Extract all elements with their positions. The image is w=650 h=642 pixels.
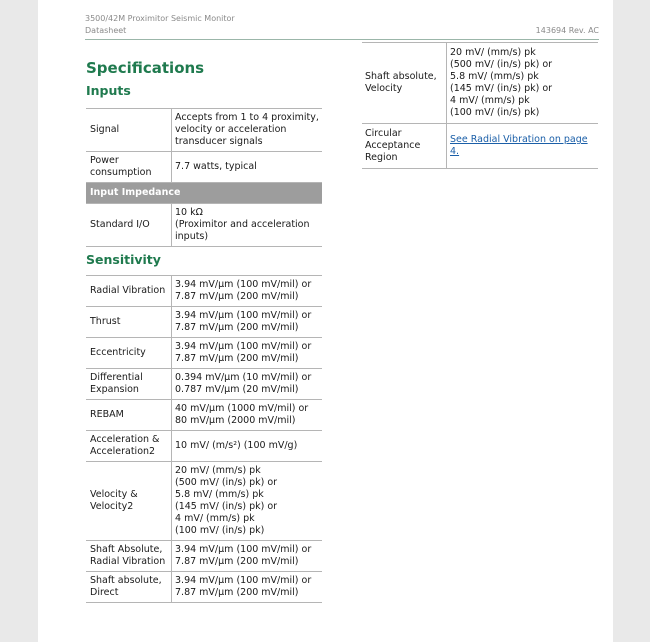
spec-label: Acceleration & Acceleration2: [86, 431, 172, 462]
inputs-table: [86, 108, 322, 247]
band-label: Input Impedance: [86, 183, 322, 204]
spec-value: Accepts from 1 to 4 proximity, velocity or acceleration transducer signals: [172, 109, 323, 152]
spec-label: Power consumption: [86, 152, 172, 183]
spec-row: [86, 276, 322, 307]
revision-label: 143694 Rev. AC: [535, 26, 599, 35]
sensitivity-table: [86, 275, 322, 603]
spec-row: [86, 204, 322, 247]
spec-label: Radial Vibration: [86, 276, 172, 307]
spec-row: [362, 124, 598, 169]
spec-value: 20 mV/ (mm/s) pk (500 mV/ (in/s) pk) or 5.8 mV/ (mm/s) pk (145 mV/ (in/s) pk) or 4 mV/ (mm/s) pk (100 mV/ (in/s) pk): [172, 462, 323, 541]
spec-label: Eccentricity: [86, 338, 172, 369]
spec-row: [362, 43, 598, 124]
spec-row: [86, 400, 322, 431]
sensitivity-table-continued: [362, 42, 598, 169]
spec-row: [86, 462, 322, 541]
spec-row: [86, 338, 322, 369]
spec-label: Shaft Absolute, Radial Vibration: [86, 541, 172, 572]
document-title: [85, 13, 235, 37]
spec-label: Velocity & Velocity2: [86, 462, 172, 541]
radial-vibration-link[interactable]: See Radial Vibration on page 4.: [450, 134, 588, 157]
spec-row: [86, 541, 322, 572]
spec-label: Standard I/O: [86, 204, 172, 247]
spec-row: [86, 431, 322, 462]
input-impedance-band: [86, 183, 322, 204]
spec-value: 3.94 mV/μm (100 mV/mil) or 7.87 mV/μm (200 mV/mil): [172, 276, 323, 307]
sensitivity-heading: Sensitivity: [86, 252, 161, 267]
spec-value: 7.7 watts, typical: [172, 152, 323, 183]
spec-label: Differential Expansion: [86, 369, 172, 400]
spec-value: 3.94 mV/μm (100 mV/mil) or 7.87 mV/μm (200 mV/mil): [172, 307, 323, 338]
spec-row: [86, 572, 322, 603]
spec-value: [447, 124, 599, 169]
spec-value: 10 mV/ (m/s²) (100 mV/g): [172, 431, 323, 462]
doc-title-line1: 3500/42M Proximitor Seismic Monitor: [85, 14, 235, 23]
header-divider: [85, 39, 599, 40]
spec-row: [86, 307, 322, 338]
spec-row: [86, 152, 322, 183]
spec-value: 20 mV/ (mm/s) pk (500 mV/ (in/s) pk) or 5.8 mV/ (mm/s) pk (145 mV/ (in/s) pk) or 4 mV/ (mm/s) pk (100 mV/ (in/s) pk): [447, 43, 599, 124]
spec-label: Signal: [86, 109, 172, 152]
spec-value: 3.94 mV/μm (100 mV/mil) or 7.87 mV/μm (200 mV/mil): [172, 572, 323, 603]
left-column: [86, 58, 322, 603]
spec-value: 3.94 mV/μm (100 mV/mil) or 7.87 mV/μm (200 mV/mil): [172, 338, 323, 369]
spec-row: [86, 109, 322, 152]
doc-title-line2: Datasheet: [85, 26, 127, 35]
spec-value: 40 mV/μm (1000 mV/mil) or 80 mV/μm (2000 mV/mil): [172, 400, 323, 431]
spec-value: 3.94 mV/μm (100 mV/mil) or 7.87 mV/μm (200 mV/mil): [172, 541, 323, 572]
spec-label: Circular Acceptance Region: [362, 124, 447, 169]
spec-label: Thrust: [86, 307, 172, 338]
spec-label: Shaft absolute, Direct: [86, 572, 172, 603]
spec-label: REBAM: [86, 400, 172, 431]
spec-value: 10 kΩ (Proximitor and acceleration inputs): [172, 204, 323, 247]
specifications-heading: Specifications: [86, 59, 205, 77]
right-column: [362, 42, 598, 169]
spec-row: [86, 369, 322, 400]
spec-value: 0.394 mV/μm (10 mV/mil) or 0.787 mV/μm (20 mV/mil): [172, 369, 323, 400]
datasheet-page: [38, 0, 613, 642]
inputs-heading: Inputs: [86, 83, 131, 98]
spec-label: Shaft absolute, Velocity: [362, 43, 447, 124]
